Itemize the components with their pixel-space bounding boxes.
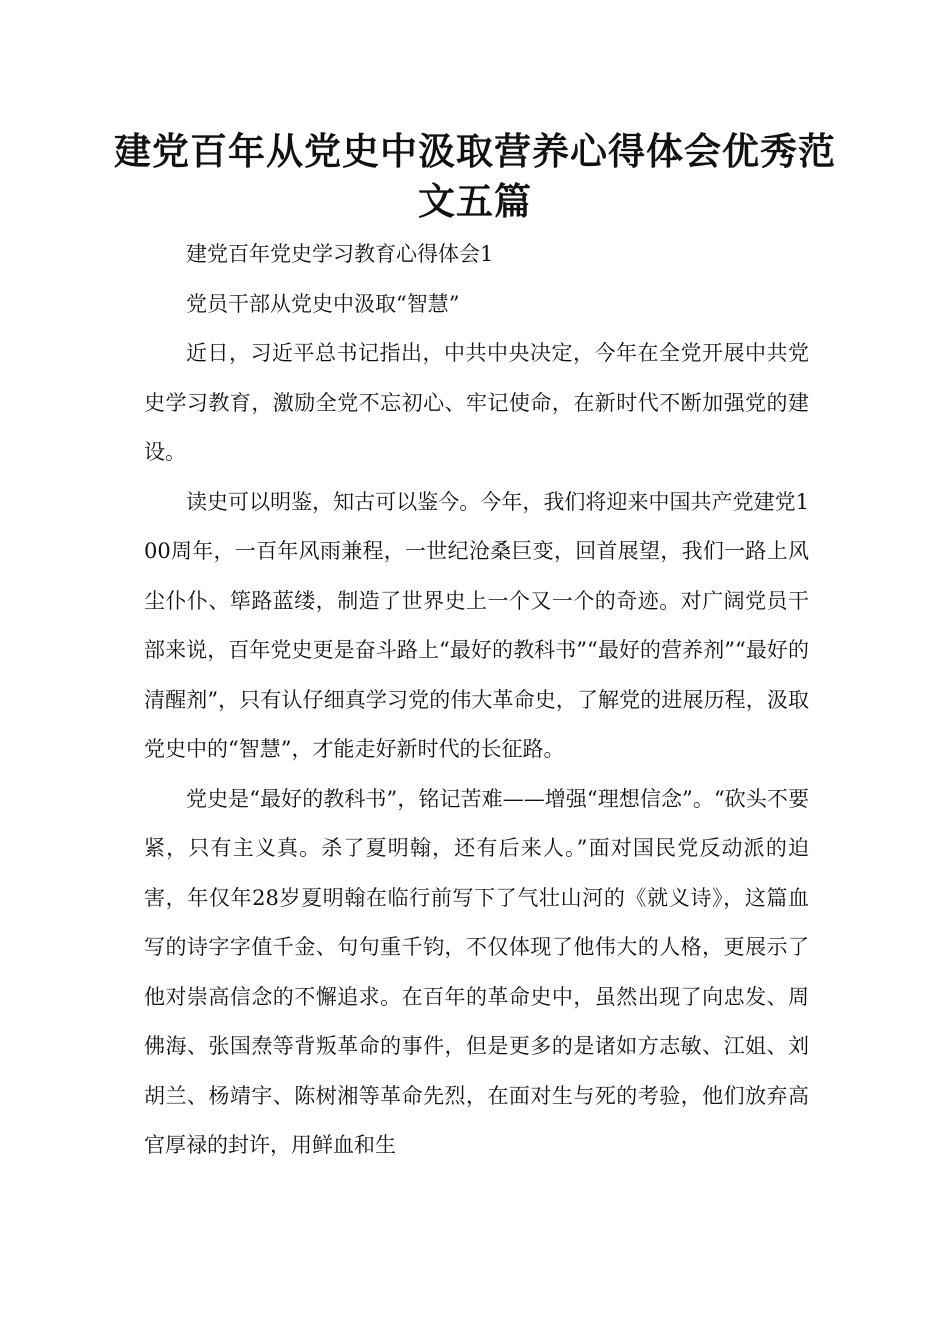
body-paragraph: 近日，习近平总书记指出，中共中央决定，今年在全党开展中共党史学习教育，激励全党不忘初心、牢记使命，在新时代不断加强党的建设。 [144,341,809,464]
document-title: 建党百年从党史中汲取营养心得体会优秀范文五篇 [114,130,836,223]
body-paragraph: 读史可以明鉴，知古可以鉴今。今年，我们将迎来中国共产党建党100周年，一百年风雨兼程，一世纪沧桑巨变，回首展望，我们一路上风尘仆仆、筚路蓝缕，制造了世界史上一个又一个的奇迹。对广阔党员干部来说，百年党史更是奋斗路上“最好的教科书”“最好的营养剂”“最好的清醒剂”，只有认仔细真学习党的伟大革命史，了解党的进展历程，汲取党史中的“智慧”，才能走好新时代的长征路。 [144,489,809,761]
document-body [144,230,809,1171]
body-paragraph: 党史是“最好的教科书”，铭记苦难——增强“理想信念”。“砍头不要紧，只有主义真。杀了夏明翰，还有后来人。”面对国民党反动派的迫害，年仅年28岁夏明翰在临行前写下了气壮山河的《就义诗》，这篇血写的诗字字值千金、句句重千钧，不仅体现了他伟大的人格，更展示了他对崇高信念的不懈追求。在百年的革命史中，虽然出现了向忠发、周佛海、张国焘等背叛革命的事件，但是更多的是诸如方志敏、江姐、刘胡兰、杨靖宇、陈树湘等革命先烈，在面对生与死的考验，他们放弃高官厚禄的封许，用鲜血和生 [144,786,809,1157]
subheading-essay-1: 建党百年党史学习教育心得体会1 [186,242,494,266]
subheading-wisdom: 党员干部从党史中汲取“智慧” [186,291,460,316]
